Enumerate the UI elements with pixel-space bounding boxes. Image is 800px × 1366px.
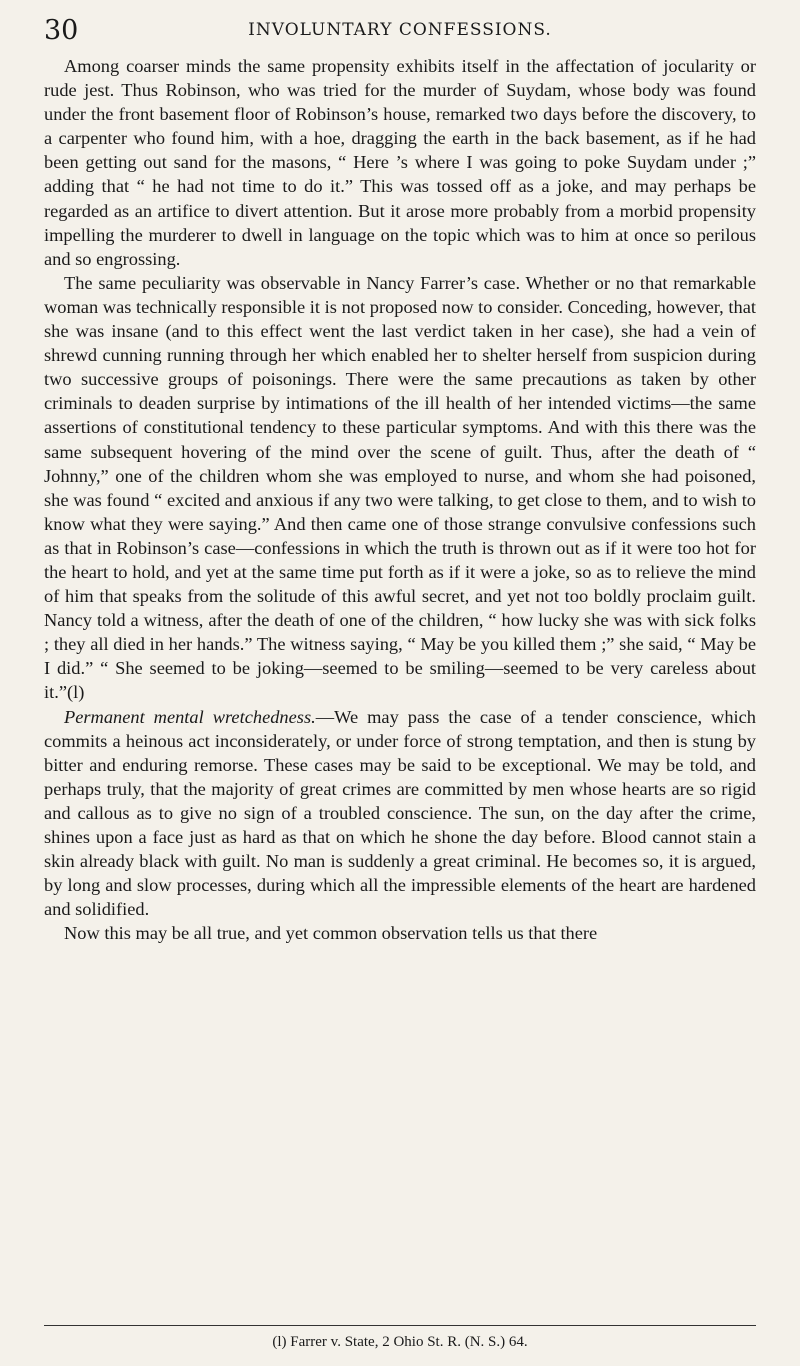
section-heading: Permanent mental wretchedness. (64, 706, 316, 727)
running-title: INVOLUNTARY CONFESSIONS. (248, 20, 552, 40)
page-header (44, 14, 756, 48)
footnote-text: Farrer v. State, 2 Ohio St. R. (N. S.) 64. (286, 1334, 528, 1350)
footnote-divider (44, 1325, 756, 1326)
body-text (44, 54, 756, 945)
paragraph: The same peculiarity was observable in Nancy Farrer’s case. Whether or no that remarkable woman was technically responsible it is not proposed now to consider. Conceding, however, that she was insane (and to this effect went the last verdict taken in her case), she had a vein of shrewd cunning running through her which enabled her to shelter herself from suspicion during two successive groups of poisonings. There were the same precautions as taken by other criminals to deaden surprise by intimations of the ill health of her intended victims—the same assertions of constitutional tendency to these particular symptoms. And with this there was the same subsequent hovering of the mind over the scene of guilt. Thus, after the death of “ Johnny,” one of the children whom she was employed to nurse, and whom she had poisoned, she was found “ excited and anxious if any two were talking, to get close to them, and to wish to know what they were saying.” And then came one of those strange convulsive confessions such as that in Robinson’s case—confessions in which the truth is thrown out as if it were too hot for the heart to hold, and yet at the same time put forth as if it were a joke, so as to relieve the mind of him that speaks from the solitude of this awful secret, and yet not too boldly proclaim guilt. Nancy told a witness, after the death of one of the children, “ how lucky she was with sick folks ; they all died in her hands.” The witness saying, “ May be you killed them ;” she said, “ May be I did.” “ She seemed to be joking—seemed to be smiling—seemed to be very careless about it.”(l) (44, 272, 756, 703)
paragraph: Among coarser minds the same propensity exhibits itself in the affectation of jocularity or rude jest. Thus Robinson, who was tried for the murder of Suydam, whose body was found under the front basement floor of Robinson’s house, remarked two days before the discovery, to a carpenter who found him, with a hoe, dragging the earth in the back basement, as if he had been getting out sand for the masons, “ Here ’s where I was going to poke Suydam under ;” adding that “ he had not time to do it.” This was tossed off as a joke, and may perhaps be regarded as an artifice to divert attention. But it arose more probably from a morbid propensity impelling the murderer to dwell in language on the topic which was to him at once so perilous and so engrossing. (44, 56, 756, 269)
footnote (44, 1332, 756, 1352)
page-number: 30 (44, 15, 79, 46)
paragraph (44, 705, 756, 922)
paragraph-text: —We may pass the case of a tender conscience, which commits a heinous act inconsiderately, or under force of strong temptation, and then is stung by bitter and enduring remorse. These cases may be said to be exceptional. We may be told, and perhaps truly, that the majority of great crimes are committed by men whose hearts are so rigid and callous as to give no sign of a troubled conscience. The sun, on the day after the crime, shines upon a face just as hard as that on which he shone the day before. Blood cannot stain a skin already black with guilt. No man is suddenly a great criminal. He becomes so, it is argued, by long and slow processes, during which all the impressible elements of the heart are hardened and solidified. (44, 706, 756, 920)
footnote-marker: (l) (272, 1334, 287, 1350)
paragraph: Now this may be all true, and yet common observation tells us that there (64, 923, 598, 944)
